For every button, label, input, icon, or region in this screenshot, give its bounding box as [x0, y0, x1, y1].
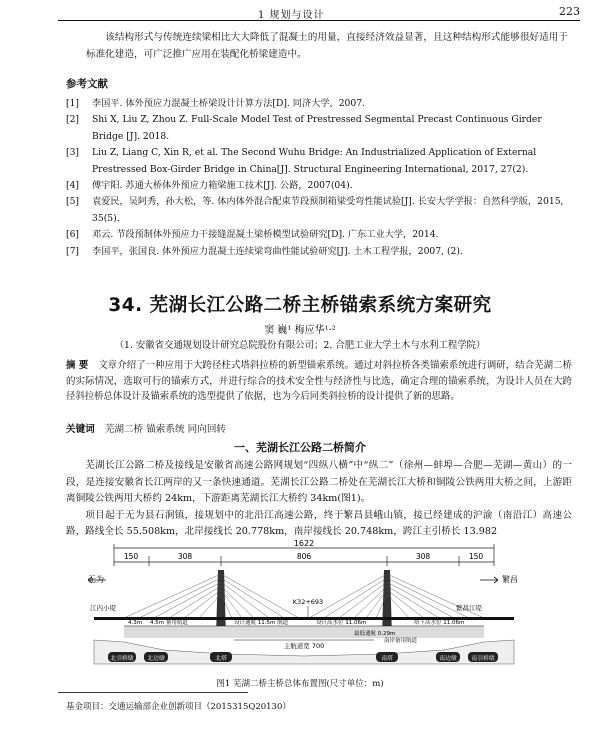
reference-item: [1] 李国平. 体外预应力混凝土桥梁设计计算方法[D]. 同济大学，2007. [66, 98, 366, 109]
article-authors: 窦 巍¹ 梅应华¹·² [264, 325, 336, 336]
footnote: 基金项目：交通运输部企业创新项目（2015315Q20130） [66, 702, 291, 712]
pier-label: 北边墩 [147, 656, 165, 662]
span-label: 150 [123, 552, 139, 561]
reference-item: [3] Liu Z, Liang C, Xin R, et al. The Second Wuhu Bridge: An Industrialized Application of External Prestressed Box-Girder Bridge in China[J]. Structural Engineering International, 2017, 27(2). [66, 147, 537, 175]
keywords-label: 关键词 [66, 424, 95, 435]
section-heading: 一、芜湖长江公路二桥简介 [234, 441, 366, 454]
water-level-label: 设计高水位 11.06m [316, 620, 367, 626]
channel-main-label: 设计通航 11.5m 航道 [234, 620, 289, 626]
total-span-label: 1622 [293, 539, 315, 548]
left-direction-label: 无为 [88, 575, 104, 584]
body-paragraph: 芜湖长江公路二桥及接线是安徽省高速公路网规划“四纵八横”中“纵二”（徐州—蚌埠—合肥—芜湖—黄山）的一段，是连接安徽省长江两岸的又一条快速通道。芜湖长江公路二桥处在芜湖长江大桥和铜陵公铁两用大桥之间，上游距离铜陵公铁两用大桥约 24km，下游距离芜湖长江大桥约 34km(图1)。 [66, 460, 572, 505]
page-header [58, 6, 580, 21]
left-side-label: 4.3m [128, 620, 143, 626]
main-channel-label: 主航道宽 700 [283, 642, 325, 650]
reference-item: [4] 傅宇阳. 苏通大桥体外预应力箱梁施工技术[J]. 公路，2007(04). [66, 180, 353, 192]
left-bank-label: 江内小堤 [90, 604, 116, 612]
pier-label: 南边墩 [439, 656, 457, 662]
abstract-text: 文章介绍了一种应用于大跨径柱式塔斜拉桥的新型锚索系统。通过对斜拉桥各类锚索系统进行调研，结合芜湖二桥的实际情况，选取可行的锚索方式，并进行综合的技术安全性与经济性与比选，确定合理的锚索系统，为设计人员在大跨径斜拉桥总体设计及锚索系统的选型提供了依据，也为今后同类斜拉桥的设计提供了新的思路。 [66, 360, 573, 402]
channel-right-label: 南岸备用航道 [384, 638, 418, 644]
keywords [66, 421, 226, 435]
pier-label: 南引桥墩 [471, 656, 495, 662]
bridge-elevation-figure [84, 538, 524, 674]
span-label: 150 [468, 552, 484, 561]
stake-label: K32+693 [292, 598, 324, 606]
article-title: 34. 芜湖长江公路二桥主桥锚索系统方案研究 [108, 295, 492, 316]
body-paragraph: 项目起于无为县石涧镇，接规划中的北沿江高速公路，终于繁昌县峨山镇，接已经建成的沪渝（南沿江）高速公路，路线全长 55.508km，北岸接线长 20.778km，南岸接线长 20.748km，跨江主引桥长 13.982 [66, 509, 572, 538]
figure-caption: 图1 芜湖二桥主桥总体布置图(尺寸单位：m) [216, 679, 384, 689]
running-section: 1 规划与设计 [258, 10, 325, 21]
pier-label: 北引桥墩 [110, 656, 134, 662]
low-water-label: 最低通航 0.29m [354, 631, 396, 637]
intro-paragraph: 该结构形式与传统连续梁相比大大降低了混凝土的用量，直接经济效益显著，且这种结构形式能够很好适用于标准化建造，可广泛推广应用在装配化桥梁建造中。 [86, 32, 568, 60]
pier-label: 北塔 [215, 656, 227, 662]
references-heading: 参考文献 [66, 78, 108, 90]
span-label: 308 [177, 552, 193, 561]
right-direction-label: 繁昌 [502, 575, 518, 584]
span-label: 806 [296, 552, 312, 561]
page-number: 223 [559, 5, 580, 18]
footnote-rule [58, 692, 248, 693]
keywords-text: 芜湖二桥 锚索系统 同向回转 [104, 424, 227, 435]
river-water [124, 626, 484, 638]
body-text [66, 458, 572, 541]
pier-label: 南塔 [381, 656, 393, 662]
stay-cables [124, 574, 484, 618]
right-tower-water-label: 塔下高水位 11.06m [414, 620, 465, 626]
article-affiliation: （1. 安徽省交通规划设计研究总院股份有限公司；2. 合肥工业大学土木与水利工程学院） [114, 340, 486, 351]
channel-left-label: 4.5m 备用航道 [150, 620, 188, 626]
reference-item: [6] 邓云. 节段预制体外预应力干接缝混凝土梁桥模型试验研究[D]. 广东工业大学，2014. [66, 229, 439, 241]
reference-item: [2] Shi X, Liu Z, Zhou Z. Full-Scale Model Test of Prestressed Segmental Precast Continuous Girder Bridge [J]. 2018. [66, 114, 542, 142]
abstract-label: 摘 要 [66, 360, 89, 371]
reference-item: [7] 李国平，张国良. 体外预应力混凝土连续梁弯曲性能试验研究[J]. 土木工程学报，2007, (2). [66, 245, 463, 257]
reference-list [66, 96, 574, 260]
abstract [66, 358, 572, 405]
right-arrow-icon [480, 577, 498, 583]
right-bank-label: 繁昌江堤 [456, 604, 482, 612]
reference-item: [5] 袁爱民，吴阿秀，孙大松，等. 体内体外混合配束节段预制箱梁受弯性能试验[J]. 长安大学学报：自然科学版，2015, 35(5). [66, 196, 564, 224]
span-label: 308 [415, 552, 431, 561]
